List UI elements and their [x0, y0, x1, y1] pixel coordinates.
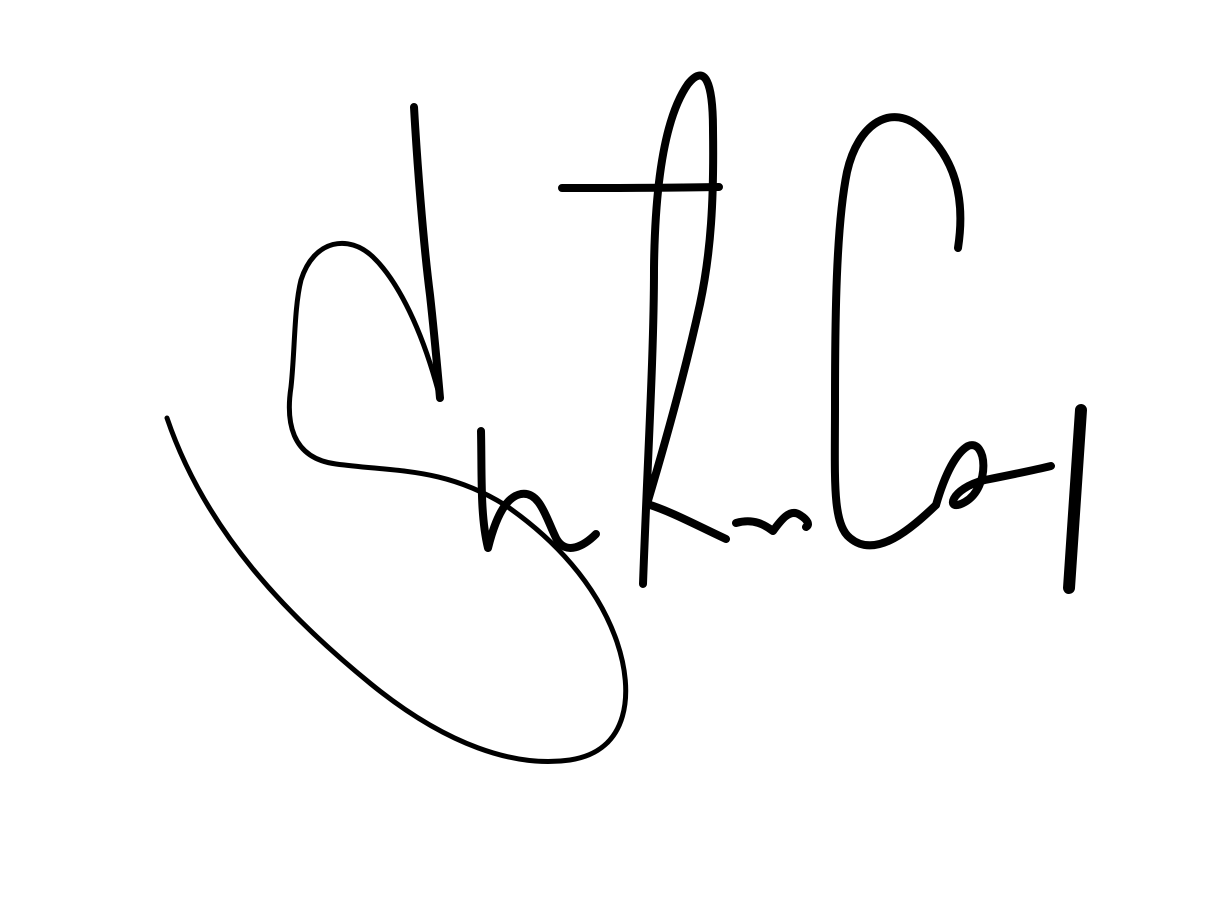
signature-crossbar	[562, 187, 719, 188]
signature-stroke-leg	[647, 504, 726, 539]
signature-stroke-n	[736, 513, 808, 531]
signature-underline-loop	[167, 243, 626, 761]
signature-stroke-curl	[936, 445, 1051, 505]
signature-stroke-final-vertical	[1069, 410, 1081, 588]
